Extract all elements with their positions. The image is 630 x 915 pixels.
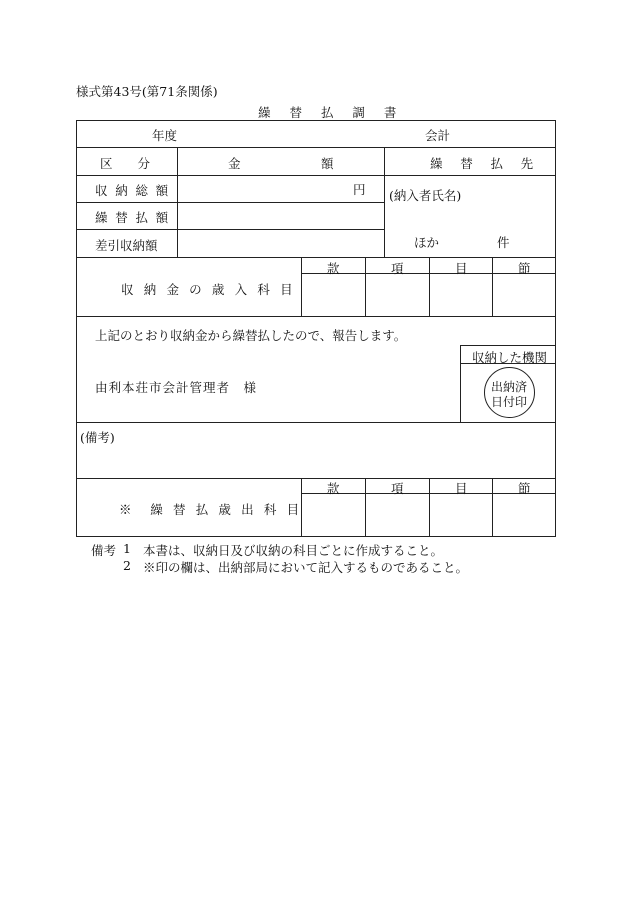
others-label: ほか	[414, 235, 440, 250]
remarks-label: (備考)	[80, 430, 115, 445]
revenue-items-label: 収 納 金 の 歳 入 科 目	[121, 282, 296, 297]
note-1-text: 本書は、収納日及び収納の科目ごとに作成すること。	[143, 543, 444, 558]
yen-unit: 円	[353, 182, 366, 197]
revenue-kou-header: 項	[391, 261, 404, 276]
amount-header-2: 額	[321, 156, 334, 171]
stamp-line-2: 日付印	[490, 395, 527, 409]
category-header: 区 分	[100, 156, 151, 171]
fiscal-year-label: 年度	[152, 128, 178, 143]
substitution-amount-label: 繰 替 払 額	[95, 210, 171, 225]
note-1-number: 1	[123, 541, 131, 556]
receiving-institution-label: 収納した機関	[472, 350, 548, 365]
expenditure-setsu-header: 節	[518, 481, 531, 496]
form-number: 様式第43号(第71条関係)	[76, 84, 218, 99]
count-label: 件	[497, 235, 510, 250]
report-statement: 上記のとおり収納金から繰替払したので、報告します。	[95, 328, 407, 343]
payee-header: 繰 替 払 先	[430, 156, 541, 171]
total-revenue-label: 収 納 総 額	[95, 183, 171, 198]
stamp-line-1: 出納済	[490, 380, 527, 394]
addressee: 由利本荘市会計管理者 様	[95, 380, 258, 395]
net-revenue-label: 差引収納額	[95, 238, 158, 253]
document-title: 繰 替 払 調 書	[258, 105, 404, 120]
revenue-setsu-header: 節	[518, 261, 531, 276]
notes-label: 備考	[91, 543, 117, 558]
note-2-text: ※印の欄は、出納部局において記入するものであること。	[143, 560, 469, 575]
revenue-kan-header: 款	[327, 261, 340, 276]
revenue-moku-header: 目	[455, 261, 468, 276]
expenditure-moku-header: 目	[455, 481, 468, 496]
note-2-number: 2	[123, 558, 131, 573]
amount-header-1: 金	[228, 156, 241, 171]
payer-name-label: (納入者氏名)	[389, 188, 462, 203]
expenditure-kou-header: 項	[391, 481, 404, 496]
account-label: 会計	[425, 128, 451, 143]
expenditure-items-label: ※ 繰 替 払 歳 出 科 目	[119, 502, 303, 517]
expenditure-kan-header: 款	[327, 481, 340, 496]
